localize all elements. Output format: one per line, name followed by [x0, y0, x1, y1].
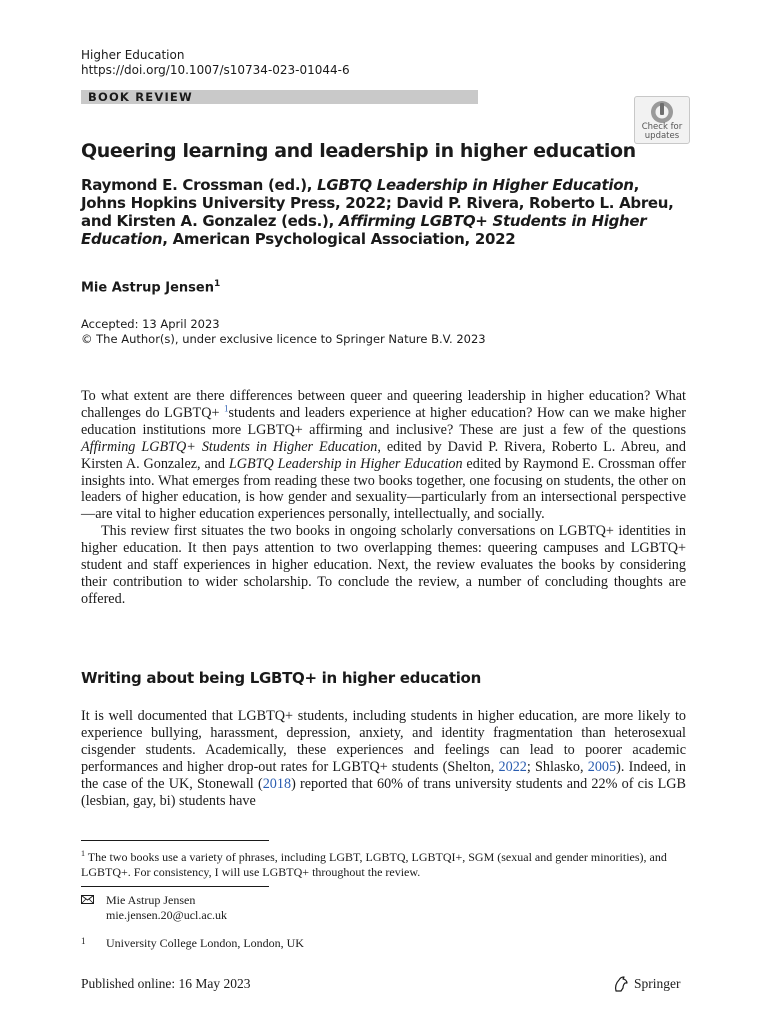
reviewed-part-2: , Johns Hopkins University Press, 2022; David P. Rivera, Roberto L. Abreu, and Kirsten A. Gonzalez (eds.),: [81, 176, 674, 230]
author-name: [81, 276, 220, 296]
article-title: Queering learning and leadership in higher education: [81, 140, 636, 162]
published-online-date: Published online: 16 May 2023: [81, 976, 251, 991]
accepted-date: Accepted: 13 April 2023: [81, 317, 220, 331]
footnote-text: The two books use a variety of phrases, including LGBT, LGBTQ, LGBTQI+, SGM (sexual and gender minorities), and LGBTQ+. For consistency, I will use LGBTQ+ throughout the review.: [81, 850, 667, 879]
check-updates-icon: [647, 100, 677, 124]
intro-paragraph-1: [81, 388, 686, 523]
reviewed-book-1-title: LGBTQ Leadership in Higher Education: [317, 176, 634, 194]
intro-book2-title: Affirming LGBTQ+ Students in Higher Education: [81, 438, 378, 455]
affiliation-text: University College London, London, UK: [106, 936, 304, 950]
springer-horse-icon: [612, 975, 630, 993]
footnote-1: [81, 846, 686, 880]
article-type-label: BOOK REVIEW: [88, 90, 193, 104]
intro-p1-d: edited by Raymond E. Crossman offer insights into. What emerges from reading these two books together, one focusing on students, the other on leaders of higher education, is how gender and sexuality—particularly from an intersectional perspective—are vital to higher education experiences personally, intellectually, and socially.: [81, 455, 687, 523]
citation-link-stonewall[interactable]: 2018: [262, 775, 292, 792]
section-1-p1-b: ; Shlasko,: [526, 758, 588, 775]
envelope-icon: [81, 895, 94, 904]
reviewed-book-2-title: Affirming LGBTQ+ Students in Higher Education: [81, 212, 647, 248]
intro-text: [81, 388, 686, 608]
badge-line-2: updates: [644, 131, 680, 141]
citation-link-shlasko[interactable]: 2005: [587, 758, 617, 775]
section-1-p1-a: It is well documented that LGBTQ+ students, including students in higher education, are more likely to experience bullying, harassment, depression, anxiety, and identity fragmentation than heterosexual cisgender students. Academically, these experiences and feelings can lead to poorer academic performances and higher drop-out rates for LGBTQ+ students (Shelton,: [81, 708, 686, 775]
intro-p1-a: To what extent are there differences between queer and queering leadership in higher education? What challenges do LGBTQ+: [81, 388, 686, 421]
publisher-name: Springer: [634, 976, 681, 991]
section-heading: Writing about being LGBTQ+ in higher education: [81, 669, 481, 687]
footnote-mark: 1: [81, 849, 85, 858]
correspondence-email[interactable]: mie.jensen.20@ucl.ac.uk: [106, 908, 228, 922]
doi-link[interactable]: https://doi.org/10.1007/s10734-023-01044-6: [81, 63, 350, 77]
correspondence-name: Mie Astrup Jensen: [106, 893, 196, 907]
reviewed-books: [81, 176, 681, 248]
reviewed-part-3: , American Psychological Association, 2022: [162, 230, 516, 248]
intro-p1-b: students and leaders experience at higher education? How can we make higher education institutions more LGBTQ+ affirming and inclusive? These are just a few of the questions: [81, 404, 686, 438]
reviewed-part-1: Raymond E. Crossman (ed.),: [81, 176, 318, 194]
footnote-divider: [81, 840, 269, 841]
intro-paragraph-2: This review first situates the two books in ongoing scholarly conversations on LGBTQ+ identities in higher education. It then pays attention to two overlapping themes: queering campuses and LGBTQ+ student and staff experiences in higher education. Next, the review evaluates the books by considering their contribution to wider scholarship. To conclude the review, a number of concluding thoughts are offered.: [81, 523, 686, 607]
section-1-text: [81, 708, 686, 809]
journal-name: Higher Education: [81, 48, 185, 62]
badge-line-1: Check for: [641, 122, 683, 132]
copyright-line: © The Author(s), under exclusive licence to Springer Nature B.V. 2023: [81, 332, 486, 346]
check-for-updates-badge[interactable]: [634, 96, 690, 144]
affiliation-mark: 1: [81, 936, 86, 946]
intro-book1-title: LGBTQ Leadership in Higher Education: [228, 455, 463, 472]
footnote-ref-1[interactable]: 1: [224, 403, 229, 414]
author-affiliation-mark[interactable]: 1: [213, 279, 221, 289]
intro-p1-c: , edited by David P. Rivera, Roberto L. Abreu, and Kirsten A. Gonzalez, and: [81, 438, 686, 472]
author-name-text: Mie Astrup Jensen: [81, 280, 214, 296]
citation-link-shelton[interactable]: 2022: [498, 758, 527, 775]
section-1-paragraph-1: [81, 708, 686, 809]
section-1-p1-c: ). Indeed, in the case of the UK, Stonewall (: [81, 758, 686, 792]
correspondence-divider: [81, 886, 269, 887]
section-1-p1-d: ) reported that 60% of trans university students and 22% of cis LGB (lesbian, gay, bi) students have: [81, 775, 687, 809]
